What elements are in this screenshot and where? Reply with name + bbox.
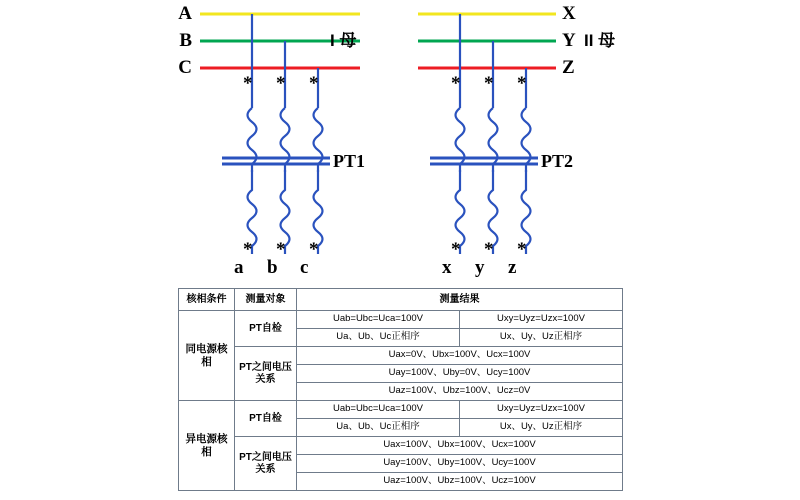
result-cell: Ux、Uy、Uz正相序 (460, 329, 623, 347)
pt1-primary-polarity-a: * (243, 73, 253, 94)
result-cell: Uab=Ubc=Uca=100V (297, 311, 460, 329)
object-pt-self-check-2: PT自检 (235, 401, 297, 437)
pt2-secondary-polarity-y: * (484, 239, 494, 260)
phase-check-table (178, 288, 623, 491)
bus1-name: I 母 (330, 31, 357, 50)
pt1-primary-coil-c (314, 108, 323, 172)
pt2-primary-coil-y (489, 108, 498, 172)
pt2-label: PT2 (541, 151, 574, 171)
table-row (179, 347, 623, 365)
result-cell: Uaz=100V、Ubz=100V、Ucz=100V (297, 473, 623, 491)
table-row (179, 401, 623, 419)
pt2-primary-polarity-z: * (517, 73, 527, 94)
bus2-name: II 母 (584, 31, 616, 50)
pt1-secondary-polarity-a: * (243, 239, 253, 260)
phase-check-table-wrap (178, 288, 622, 491)
bus1-label-a: A (178, 3, 192, 24)
pt1-secondary-label-b: b (267, 257, 278, 278)
bus2-label-y: Y (562, 30, 576, 51)
result-cell: Ua、Ub、Uc正相序 (297, 419, 460, 437)
bus1-label-b: B (179, 30, 192, 51)
bus1-label-c: C (178, 57, 192, 78)
header-object: 测量对象 (235, 289, 297, 311)
header-result: 测量结果 (297, 289, 623, 311)
pt1-primary-polarity-b: * (276, 73, 286, 94)
result-cell: Uax=0V、Ubx=100V、Ucx=100V (297, 347, 623, 365)
bus2-label-z: Z (562, 57, 575, 78)
pt2-primary-coil-z (522, 108, 531, 172)
pt1-label: PT1 (333, 151, 366, 171)
result-cell: Ux、Uy、Uz正相序 (460, 419, 623, 437)
pt2-secondary-polarity-x: * (451, 239, 461, 260)
table-header-row (179, 289, 623, 311)
pt1-primary-coil-b (281, 108, 290, 172)
result-cell: Uaz=100V、Ubz=100V、Ucz=0V (297, 383, 623, 401)
pt1-secondary-polarity-b: * (276, 239, 286, 260)
table-row (179, 437, 623, 455)
pt1-primary-polarity-c: * (309, 73, 319, 94)
result-cell: Uax=100V、Ubx=100V、Ucx=100V (297, 437, 623, 455)
object-pt-voltage-relation-2: PT之间电压关系 (235, 437, 297, 491)
pt2-primary-polarity-x: * (451, 73, 461, 94)
result-cell: Uxy=Uyz=Uzx=100V (460, 311, 623, 329)
pt2-secondary-polarity-z: * (517, 239, 527, 260)
header-condition: 核相条件 (179, 289, 235, 311)
pt1-secondary-label-a: a (234, 257, 244, 278)
pt2-secondary-label-x: x (442, 257, 452, 278)
pt2-secondary-label-y: y (475, 257, 485, 278)
bus2-label-x: X (562, 3, 576, 24)
result-cell: Uab=Ubc=Uca=100V (297, 401, 460, 419)
object-pt-voltage-relation-1: PT之间电压关系 (235, 347, 297, 401)
result-cell: Uay=100V、Uby=0V、Ucy=100V (297, 365, 623, 383)
table-row (179, 311, 623, 329)
result-cell: Uay=100V、Uby=100V、Ucy=100V (297, 455, 623, 473)
result-cell: Ua、Ub、Uc正相序 (297, 329, 460, 347)
pt2-primary-coil-x (456, 108, 465, 172)
result-cell: Uxy=Uyz=Uzx=100V (460, 401, 623, 419)
pt1-secondary-polarity-c: * (309, 239, 319, 260)
condition-same-source: 同电源核相 (179, 311, 235, 401)
pt2-secondary-label-z: z (508, 257, 517, 278)
condition-diff-source: 异电源核相 (179, 401, 235, 491)
object-pt-self-check-1: PT自检 (235, 311, 297, 347)
pt1-primary-coil-a (248, 108, 257, 172)
pt2-primary-polarity-y: * (484, 73, 494, 94)
pt1-secondary-label-c: c (300, 257, 309, 278)
